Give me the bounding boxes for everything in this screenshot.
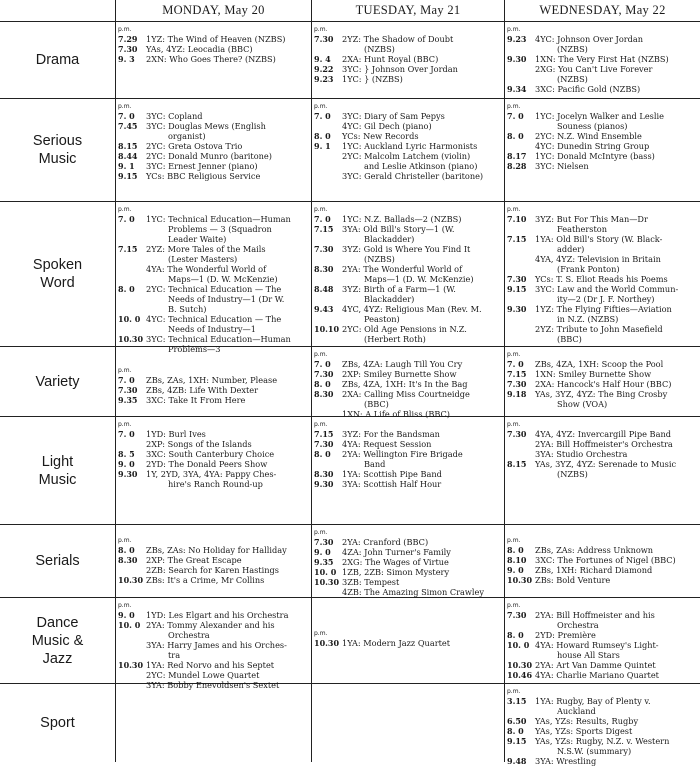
program-entry: 1YC: Donald McIntyre (bass) [535,151,655,161]
program-entry: 3YC: Nielsen [535,161,589,171]
program-entry: 2YD: The Donald Peers Show [146,459,268,469]
program-time: 9.22 [314,64,334,74]
category-sport: Sport [40,715,75,731]
program-time: 7. 0 [314,214,331,224]
program-entry: 3YZ: But For This Man—Dr [535,214,648,224]
program-time: 8. 0 [507,545,524,555]
cell-sport-tuesday [312,684,504,762]
program-entry: Needs of Industry—1 [168,324,256,334]
program-time: 9. 0 [314,547,331,557]
program-entry: N.S.W. (summary) [557,746,632,756]
program-time: 7.30 [314,537,334,547]
cell-serials-wednesday [505,525,700,597]
program-time: 8.30 [314,264,334,274]
program-entry: (Frank Ponton) [557,264,620,274]
day-header-tuesday: TUESDAY, May 21 [355,3,461,17]
program-entry: Maps—1 (D. W. McKenzie) [364,274,474,284]
program-time: 9. 4 [314,54,331,64]
pm-label: p.m. [507,688,521,695]
program-time: 8.48 [314,284,334,294]
pm-label: p.m. [118,367,132,374]
program-time: 10.30 [314,577,340,587]
program-entry: 2YA: Bill Hoffmeister and his [535,610,655,620]
program-entry: 2XA: Calling Miss Courtneidge [342,389,470,399]
cell-dance-monday [116,598,311,690]
program-time: 9.30 [507,304,527,314]
program-entry: Needs of Industry—1 (Dr W. [168,294,285,304]
program-time: 10. 0 [507,640,530,650]
program-time: 10. 0 [118,620,141,630]
program-entry: adder) [557,244,585,254]
program-time: 7.30 [507,429,527,439]
program-entry: 2YC: N.Z. Wind Ensemble [535,131,642,141]
program-entry: ZBs: Bold Venture [535,575,611,585]
program-time: 8.15 [507,459,527,469]
program-entry: ZBs, 1XH: Richard Diamond [535,565,653,575]
program-time: 9.23 [314,74,334,84]
program-entry: 3YC: Copland [146,111,203,121]
program-entry: Maps—1 (D. W. McKenzie) [168,274,278,284]
program-time: 6.50 [507,716,527,726]
program-entry: 4YA, 4YZ: Television in Britain [535,254,661,264]
pm-label: p.m. [507,351,521,358]
program-entry: YAs, YZs: Sports Digest [535,726,633,736]
program-time: 9. 3 [118,54,135,64]
program-time: 9.35 [118,395,138,405]
program-entry: Problems—3 [168,344,221,354]
program-entry: 3YZ: Birth of a Farm—1 (W. [342,284,456,294]
program-entry: 3XC: The Fortunes of Nigel (BBC) [535,555,676,565]
program-time: 8. 0 [507,726,524,736]
program-entry: 2YC: Technical Education — The [146,284,282,294]
program-time: 8.15 [118,141,138,151]
program-time: 7. 0 [118,111,135,121]
program-entry: 2XG: The Wages of Virtue [342,557,449,567]
cell-serious-wednesday [505,99,700,201]
program-time: 7.30 [507,379,527,389]
pm-label: p.m. [314,529,328,536]
program-entry: 2XN: Who Goes There? (NZBS) [146,54,276,64]
cell-dance-wednesday [505,598,700,683]
program-entry: YCs: BBC Religious Service [146,171,261,181]
program-time: 9.15 [507,736,527,746]
program-entry: and Leslie Atkinson (piano) [364,161,478,171]
program-entry: 1YC: N.Z. Ballads—2 (NZBS) [342,214,462,224]
program-entry: 3YZ: Gold is Where You Find It [342,244,471,254]
program-entry: ZBs, 4ZA, 1XH: Scoop the Pool [535,359,664,369]
program-time: 10.10 [314,324,340,334]
program-time: 10.30 [118,660,144,670]
program-time: 8. 0 [507,131,524,141]
program-time: 7.30 [314,244,334,254]
program-entry: 1Y, 2YD, 3YA, 4YA: Pappy Ches- [146,469,277,479]
program-entry: 2YA: The Wonderful World of [342,264,463,274]
program-entry: organist) [168,131,206,141]
program-entry: 2YZ: More Tales of the Mails [146,244,266,254]
program-entry: house All Stars [557,650,620,660]
program-entry: 4YA: Howard Rumsey's Light- [535,640,659,650]
program-time: 8.30 [314,389,334,399]
program-entry: 2YZ: Tribute to John Masefield [535,324,663,334]
program-entry: Leader Waite) [168,234,227,244]
cell-serious-tuesday [312,99,504,201]
program-entry: 3YC: Law and the World Commun- [535,284,679,294]
program-entry: 3YC: Diary of Sam Pepys [342,111,445,121]
cell-serials-tuesday [312,525,504,597]
program-time: 7.45 [118,121,138,131]
program-time: 9.15 [118,171,138,181]
program-entry: Souness (pianos) [557,121,628,131]
program-entry: ZBs, ZAs: Address Unknown [535,545,654,555]
program-time: 7. 0 [507,111,524,121]
pm-label: p.m. [314,630,328,637]
category-variety: Variety [35,373,80,390]
program-time: 7.30 [507,274,527,284]
program-time: 3.15 [507,696,527,706]
program-entry: 2YD: Première [535,630,596,640]
program-entry: 4YC: Gil Dech (piano) [342,121,432,131]
program-time: 7.10 [507,214,527,224]
program-entry: ZBs, ZAs: No Holiday for Halliday [146,545,287,555]
cell-sport-wednesday [505,684,700,766]
program-time: 9. 0 [118,610,135,620]
program-entry: 3YC: Ernest Jenner (piano) [146,161,258,171]
program-entry: tra [168,650,181,660]
program-entry: YAs, YZs: Rugby, N.Z. v. Western [535,736,670,746]
cell-light-tuesday [312,417,504,524]
program-entry: ZBs: It's a Crime, Mr Collins [146,575,265,585]
program-time: 9. 0 [118,459,135,469]
program-entry: 2XP: The Great Escape [146,555,242,565]
pm-label: p.m. [314,206,328,213]
program-time: 9.35 [314,557,334,567]
program-entry: 3YA: Harry James and his Orches- [146,640,287,650]
program-entry: Show (VOA) [557,399,608,409]
cell-dance-tuesday [312,598,504,683]
pm-label: p.m. [507,421,521,428]
program-time: 9.48 [507,756,527,766]
program-entry: (NZBS) [557,44,588,54]
program-entry: Band [364,459,386,469]
cell-light-wednesday [505,417,700,524]
program-time: 9.23 [507,34,527,44]
cell-drama-wednesday [505,22,700,98]
program-entry: 2YA: Bill Hoffmeister's Orchestra [535,439,673,449]
program-time: 9.43 [314,304,334,314]
program-time: 7.15 [314,224,334,234]
program-time: 9.30 [118,469,138,479]
program-entry: 1YA: Rugby, Bay of Plenty v. [535,696,651,706]
program-time: 9.30 [314,479,334,489]
program-entry: 4YA, 4YZ: Invercargill Pipe Band [535,429,671,439]
program-entry: 2YZ: The Shadow of Doubt [342,34,454,44]
program-time: 8.10 [507,555,527,565]
program-entry: Problems — 3 (Squadron [168,224,272,234]
program-time: 7.15 [314,429,334,439]
program-entry: 1YZ: The Wind of Heaven (NZBS) [146,34,286,44]
program-entry: Peaston) [364,314,400,324]
program-entry: 1YZ: The Flying Fifties—Aviation [535,304,672,314]
program-time: 10.30 [118,575,144,585]
program-time: 7. 0 [118,214,135,224]
pm-label: p.m. [118,421,132,428]
program-entry: ZBs, 4ZA, 1XH: It's In the Bag [342,379,468,389]
category-serious-music: Serious Music [32,133,83,167]
pm-label: p.m. [507,103,521,110]
program-entry: 1XN: Smiley Burnette Show [535,369,652,379]
program-time: 7.30 [507,610,527,620]
program-entry: 1YD: Burl Ives [146,429,206,439]
program-entry: Auckland [557,706,596,716]
program-entry: 1YA: Red Norvo and his Septet [146,660,275,670]
program-entry: (BBC) [364,399,389,409]
program-entry: 2YA: Cranford (BBC) [342,537,429,547]
program-time: 8. 0 [118,545,135,555]
program-entry: 4YC: Dunedin String Group [535,141,650,151]
program-entry: Featherston [557,224,607,234]
program-time: 9.30 [507,54,527,64]
program-entry: Orchestra [557,620,599,630]
program-entry: 2XP: Songs of the Islands [146,439,252,449]
program-entry: 1XN: A Life of Bliss (BBC) [342,409,450,419]
program-time: 7.30 [118,44,138,54]
program-time: 9.34 [507,84,527,94]
program-time: 10. 0 [314,567,337,577]
program-entry: 3YA: Old Bill's Story—1 (W. [342,224,455,234]
program-entry: 2XG: You Can't Live Forever [535,64,653,74]
program-entry: YCs: New Records [342,131,419,141]
program-time: 10.30 [507,660,533,670]
pm-label: p.m. [314,26,328,33]
pm-label: p.m. [314,351,328,358]
program-entry: 2YA: Art Van Damme Quintet [535,660,656,670]
program-entry: 2YC: Donald Munro (baritone) [146,151,272,161]
program-entry: 2YC: Old Age Pensions in N.Z. [342,324,467,334]
cell-spoken-tuesday [312,202,504,346]
program-time: 8.30 [118,555,138,565]
cell-variety-tuesday [312,347,504,419]
cell-variety-monday [116,347,311,416]
pm-label: p.m. [314,421,328,428]
day-header-monday: MONDAY, May 20 [162,3,265,17]
program-time: 8. 0 [314,131,331,141]
program-entry: 4ZB: The Amazing Simon Crawley [342,587,485,597]
program-entry: (NZBS) [364,254,395,264]
program-entry: 2XP: Smiley Burnette Show [342,369,457,379]
program-time: 7.30 [314,34,334,44]
program-entry: 1YD: Les Elgart and his Orchestra [146,610,289,620]
program-time: 9. 0 [507,565,524,575]
program-entry: 3XC: Pacific Gold (NZBS) [535,84,641,94]
program-entry: 2XA: Hunt Royal (BBC) [342,54,439,64]
cell-serials-monday [116,525,311,597]
program-entry: 3YC: Gerald Christeller (baritone) [342,171,484,181]
pm-label: p.m. [118,537,132,544]
program-entry: (NZBS) [364,44,395,54]
program-entry: 4YC: Technical Education — The [146,314,282,324]
program-time: 7.15 [507,234,527,244]
cell-drama-tuesday [312,22,504,98]
program-time: 8. 0 [507,630,524,640]
program-time: 10.46 [507,670,533,680]
category-dance-music-jazz: Dance Music & Jazz [31,614,84,667]
program-entry: 1YA: Old Bill's Story (W. Black- [535,234,663,244]
program-time: 8.17 [507,151,527,161]
program-entry: 2ZB: Search for Karen Hastings [146,565,279,575]
program-entry: ZBs, 4ZA: Laugh Till You Cry [342,359,463,369]
program-entry: YCs: T. S. Eliot Reads his Poems [535,274,668,284]
cell-variety-wednesday [505,347,700,416]
program-time: 8.28 [507,161,527,171]
program-entry: (NZBS) [557,469,588,479]
program-time: 8. 0 [118,284,135,294]
cell-drama-monday [116,22,311,98]
category-spoken-word: Spoken Word [32,257,83,291]
pm-label: p.m. [118,206,132,213]
program-entry: 1YA: Modern Jazz Quartet [342,638,451,648]
program-time: 8. 0 [314,449,331,459]
program-time: 8. 5 [118,449,135,459]
program-entry: Orchestra [168,630,210,640]
program-time: 8.44 [118,151,138,161]
program-entry: B. Sutch) [168,304,207,314]
program-entry: hire's Ranch Round-up [168,479,263,489]
program-time: 7. 0 [314,359,331,369]
program-entry: 3YC: Technical Education—Human [146,334,291,344]
program-entry: in N.Z. (NZBS) [557,314,619,324]
program-entry: (Herbert Roth) [364,334,426,344]
program-entry: 1YC: } (NZBS) [342,74,403,84]
program-entry: Blackadder) [364,234,415,244]
program-entry: 2YC: Greta Ostova Trio [146,141,243,151]
pm-label: p.m. [507,26,521,33]
program-time: 9.15 [507,284,527,294]
program-time: 9. 1 [314,141,331,151]
program-entry: (Lester Masters) [168,254,238,264]
program-entry: 3YA: Studio Orchestra [535,449,628,459]
program-time: 7.30 [314,369,334,379]
program-time: 7.30 [118,385,138,395]
program-entry: 1XN: The Very First Hat (NZBS) [535,54,669,64]
program-time: 7.29 [118,34,138,44]
program-time: 7.15 [118,244,138,254]
program-entry: YAs, 3YZ, 4YZ: Serenade to Music [535,459,677,469]
program-entry: 1YA: Scottish Pipe Band [342,469,442,479]
program-entry: ity—2 (Dr J. F. Northey) [557,294,655,304]
program-entry: 2YC: Malcolm Latchem (violin) [342,151,471,161]
program-entry: 1YC: Technical Education—Human [146,214,291,224]
program-entry: (BBC) [557,334,582,344]
program-entry: 2YC: Mundel Lowe Quartet [146,670,260,680]
program-entry: 2XA: Hancock's Half Hour (BBC) [535,379,672,389]
pm-label: p.m. [118,602,132,609]
program-entry: 3XC: South Canterbury Choice [146,449,275,459]
program-entry: 4YA: Request Session [342,439,432,449]
pm-label: p.m. [507,206,521,213]
cell-sport-monday [116,684,311,762]
program-entry: 1YC: Auckland Lyric Harmonists [342,141,478,151]
program-entry: YAs, 3YZ, 4YZ: The Bing Crosby [535,389,668,399]
program-entry: 2YA: Tommy Alexander and his [146,620,275,630]
program-time: 10. 0 [118,314,141,324]
program-entry: 4YC: Johnson Over Jordan [535,34,644,44]
pm-label: p.m. [507,602,521,609]
program-time: 7. 0 [118,429,135,439]
program-entry: 3YC: Douglas Mews (English [146,121,266,131]
cell-spoken-monday [116,202,311,354]
program-time: 7.15 [507,369,527,379]
category-drama: Drama [35,52,80,68]
program-entry: 4YC, 4YZ: Religious Man (Rev. M. [342,304,482,314]
program-entry: YAs, YZs: Results, Rugby [535,716,639,726]
pm-label: p.m. [314,103,328,110]
program-entry: 1YC: Jocelyn Walker and Leslie [535,111,664,121]
program-entry: 3YA: Scottish Half Hour [342,479,442,489]
program-entry: ZBs, 4ZB: Life With Dexter [146,385,259,395]
category-light-music: Light Music [38,453,77,488]
pm-label: p.m. [118,103,132,110]
cell-spoken-wednesday [505,202,700,346]
program-time: 10.30 [507,575,533,585]
program-time: 7. 0 [118,375,135,385]
program-time: 10.30 [314,638,340,648]
program-entry: 3YZ: For the Bandsman [342,429,440,439]
category-serials: Serials [35,553,80,569]
program-entry: ZBs, ZAs, 1XH: Number, Please [146,375,278,385]
program-entry: 3YA: Bobby Enevoldsen's Sextet [146,680,280,690]
program-entry: 4YA: The Wonderful World of [146,264,267,274]
program-entry: 2YA: Wellington Fire Brigade [342,449,463,459]
program-entry: 3YA: Wrestling [535,756,597,766]
program-entry: 3XC: Take It From Here [146,395,246,405]
program-time: 7. 0 [507,359,524,369]
program-time: 7.30 [314,439,334,449]
program-entry: 3ZB: Tempest [342,577,400,587]
program-time: 8.30 [314,469,334,479]
program-time: 9. 1 [118,161,135,171]
pm-label: p.m. [118,26,132,33]
program-time: 9.18 [507,389,527,399]
program-entry: (NZBS) [557,74,588,84]
program-entry: 1ZB, 2ZB: Simon Mystery [342,567,450,577]
day-header-wednesday: WEDNESDAY, May 22 [539,3,666,17]
program-time: 10.30 [118,334,144,344]
program-entry: 3YC: } Johnson Over Jordan [342,64,458,74]
cell-light-monday [116,417,311,524]
program-time: 7. 0 [314,111,331,121]
pm-label: p.m. [507,537,521,544]
program-entry: 4ZA: John Turner's Family [342,547,451,557]
cell-serious-monday [116,99,311,201]
program-time: 8. 0 [314,379,331,389]
program-entry: YAs, 4YZ: Leocadia (BBC) [146,44,253,54]
program-entry: Blackadder) [364,294,415,304]
program-entry: 4YA: Charlie Mariano Quartet [535,670,659,680]
